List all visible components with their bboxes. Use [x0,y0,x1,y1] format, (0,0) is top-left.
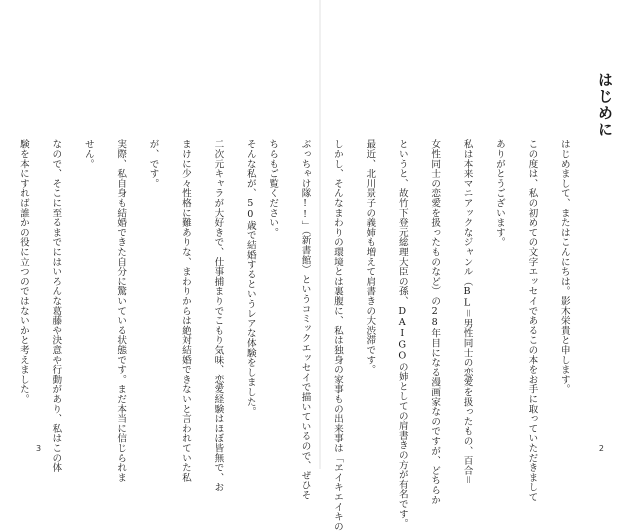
paragraph: 最近、北川景子の義姉も増えて肩書きの大渋滞です。 [364,139,376,375]
paragraph: ちらもご覧ください。 [267,139,279,238]
left-page-body [17,72,274,493]
right-page-body [267,72,588,531]
paragraph: 験を本にすれば誰かの役に立つのではないかと考えました。 [17,139,29,404]
paragraph: というと、故竹下登元総理大臣の孫、DAIGOの姉としての肩書きの方が有名です。 [396,139,408,529]
paragraph: 実際、私自身も結婚できた自分に驚いている状態です。まだ本当に信じられま [115,139,127,483]
chapter-heading: はじめに [596,72,614,138]
paragraph: ありがとうございます。 [493,139,505,248]
paragraph: そんな私が、50歳で結婚するというレアな体験をしました。 [244,139,256,417]
right-page [267,0,640,531]
paragraph: この度は、私の初めての文字エッセイであるこの本をお手に取っていただきまして [526,139,538,502]
paragraph: しかし、そんなまわりの環境とは裏腹に、私は独身の家事もの出来事は「ヱイキエイキの [331,139,343,531]
page-number-left: 3 [36,444,42,453]
paragraph: 二次元キャラが大好きで、仕事捕まりでこもり気味、恋愛経験はほぼ皆無で、お [212,139,224,493]
paragraph: が、です。 [147,139,159,189]
paragraph: まけに少々性格に難ありな、まわりからは絶対結婚できないと言われていた私 [179,139,191,483]
paragraph: ぶっちゃけ隊!!」（新書館）というコミックエッセイで描いているので、ぜひそ [299,139,311,500]
paragraph: はじめまして、またはこんにちは。影木栄貴と申します。 [558,139,570,395]
paragraph: せん。 [82,139,94,169]
paragraph: 女性同士の恋愛を扱ったものなど）の28年目になる漫画家なのですが、どちらか [429,139,441,505]
page-number-right: 2 [598,444,604,453]
paragraph: なので、そこに至るまでにはいろんな葛藤や決意や行動があり、私はこの体 [50,139,62,473]
paragraph: 私は本来マニアックなジャンル（BL＝男性同士の恋愛を扱ったもの、百合＝ [461,139,473,486]
